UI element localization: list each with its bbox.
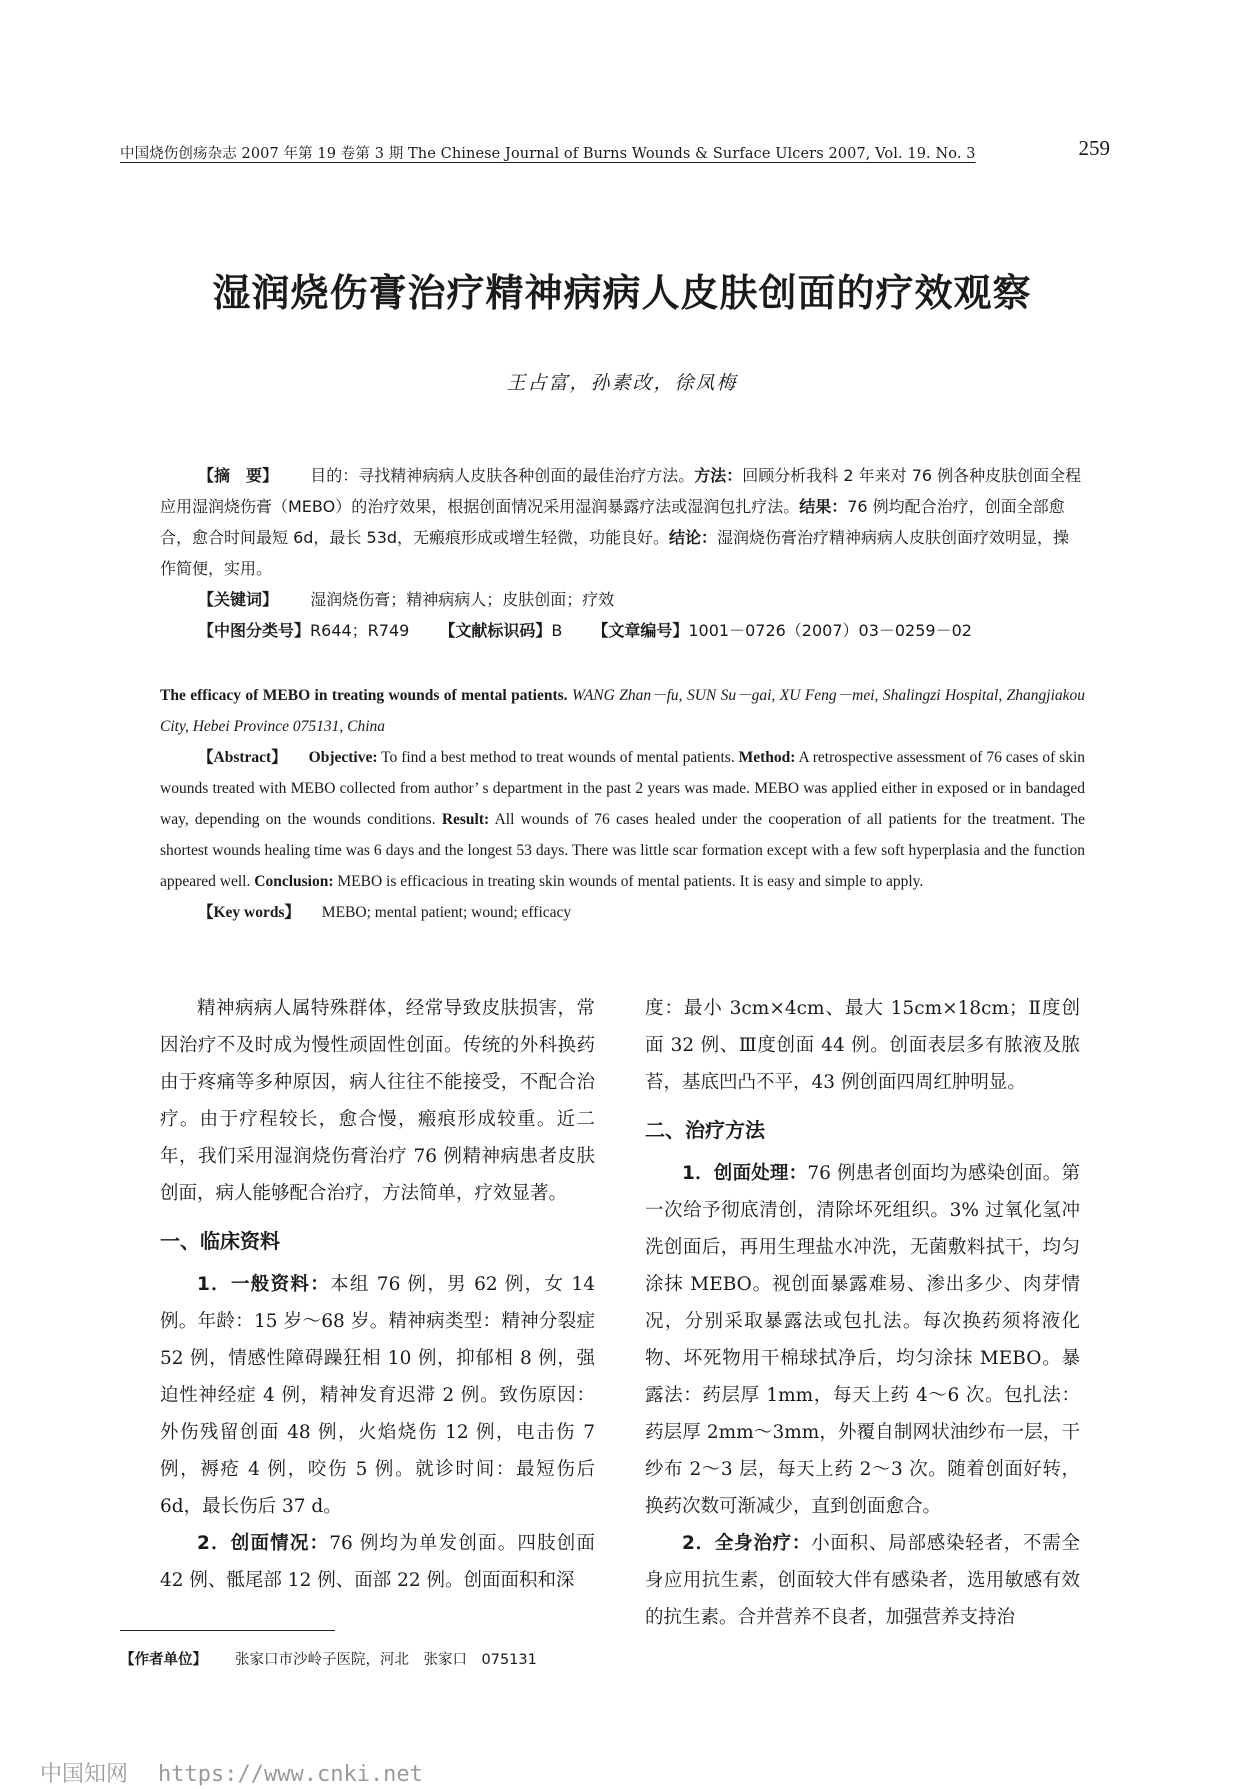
- cn-method-label: 方法：: [694, 466, 743, 485]
- wound-condition-continued: 度：最小 3cm×4cm、最大 15cm×18cm；Ⅱ度创面 32 例、Ⅲ度创面 44 例。创面表层多有脓液及脓苔，基底凹凸不平，43 例创面四周红肿明显。: [645, 998, 1080, 1093]
- en-title: The efficacy of MEBO in treating wounds of mental patients.: [160, 687, 568, 704]
- author-affiliation-footnote: [120, 1648, 537, 1669]
- clc-value: R644；R749: [310, 621, 410, 640]
- doc-code-value: B: [551, 621, 563, 640]
- systemic-treatment-text: 小面积、局部感染轻者，不需全身应用抗生素，创面较大伴有感染者，选用敏感有效的抗生素。合并营养不良者，加强营养支持治: [645, 1533, 1080, 1628]
- en-objective-label: Objective:: [308, 749, 378, 766]
- wound-care-text: 76 例患者创面均为感染创面。第一次给予彻底清创，清除坏死组织。3% 过氧化氢冲洗创面后，再用生理盐水冲洗，无菌敷料拭干，均匀涂抹 MEBO。视创面暴露难易、渗出多少、肉芽情况，分别采取暴露法或包扎法。每次换药须将液化物、坏死物用干棉球拭净后，均匀涂抹 MEBO。暴露法：药层厚 1mm，每天上药 4～6 次。包扎法：药层厚 2mm～3mm，外覆自制网状油纱布一层，干纱布 2～3 层，每天上药 2～3 次。随着创面好转，换药次数可渐减少，直到创面愈合。: [645, 1163, 1080, 1517]
- footnote-label: 【作者单位】: [120, 1652, 207, 1668]
- clc-label: 【中图分类号】: [198, 621, 311, 640]
- article-title: 湿润烧伤膏治疗精神病病人皮肤创面的疗效观察: [212, 271, 1032, 315]
- en-conclusion-label: Conclusion:: [254, 873, 334, 890]
- article-authors: 王占富，孙素改，徐凤梅: [506, 372, 738, 394]
- en-keywords: MEBO; mental patient; wound; efficacy: [321, 904, 572, 921]
- cn-objective-label: 目的：: [310, 466, 359, 485]
- en-keywords-label: 【Key words】: [198, 904, 301, 921]
- systemic-treatment-label: 2．全身治疗：: [682, 1533, 812, 1554]
- en-affiliation: Shalingzi Hospital, Zhangjiakou City, Hebei Province 075131, China: [160, 687, 1086, 735]
- cn-conclusion-label: 结论：: [669, 528, 718, 547]
- footnote-text: 张家口市沙岭子医院，河北 张家口 075131: [235, 1652, 537, 1668]
- wound-condition-label: 2．创面情况：: [197, 1533, 330, 1554]
- cn-keywords-label: 【关键词】: [198, 590, 279, 609]
- cn-classification-line: [160, 615, 1085, 646]
- cn-result-label: 结果：: [799, 497, 848, 516]
- body-left-column: [160, 990, 595, 1599]
- en-result-label: Result:: [441, 811, 490, 828]
- journal-citation: 中国烧伤创疡杂志 2007 年第 19 卷第 3 期 The Chinese Journal of Burns Wounds & Surface Ulcers 2007, Vol. 19. No. 3: [120, 146, 976, 162]
- general-data-paragraph: [160, 1266, 595, 1525]
- en-abstract-label: 【Abstract】: [198, 749, 287, 766]
- watermark-cn: 中国知网: [40, 1762, 129, 1787]
- wound-care-label: 1．创面处理：: [682, 1163, 808, 1184]
- en-conclusion: MEBO is efficacious in treating skin wounds of mental patients. It is easy and simple to apply.: [337, 873, 924, 890]
- cn-abstract-paragraph: [160, 460, 1085, 584]
- cn-method: 回顾分析我科 2 年来对 76 例各种皮肤创面全程应用湿润烧伤膏（MEBO）的治疗效果，根据创面情况采用湿润暴露疗法或湿润包扎疗法。: [160, 466, 1082, 516]
- cn-keywords-line: [160, 584, 1085, 615]
- wound-condition-paragraph: [160, 1525, 595, 1599]
- article-number-value: 1001－0726（2007）03－0259－02: [688, 621, 972, 640]
- cnki-watermark: [40, 1757, 423, 1788]
- en-objective: To find a best method to treat wounds of mental patients.: [381, 749, 735, 766]
- body-right-column: [645, 990, 1080, 1636]
- en-method: A retrospective assessment of 76 cases of skin wounds treated with MEBO collected from author’ s department in the past 2 years was made. MEBO was applied either in exposed or in bandaged way, depending on the wounds conditions.: [160, 749, 1086, 828]
- running-head: [120, 136, 1120, 166]
- cn-result: 76 例均配合治疗，创面全部愈合，愈合时间最短 6d，最长 53d，无瘢痕形成或增生轻微，功能良好。: [160, 497, 1065, 547]
- general-data-label: 1．一般资料：: [197, 1274, 331, 1295]
- intro-paragraph: 精神病病人属特殊群体，经常导致皮肤损害，常因治疗不及时成为慢性顽固性创面。传统的外科换药由于疼痛等多种原因，病人往往不能接受，不配合治疗。由于疗程较长，愈合慢，瘢痕形成较重。近二年，我们采用湿润烧伤膏治疗 76 例精神病患者皮肤创面，病人能够配合治疗，方法简单，疗效显著。: [160, 998, 595, 1204]
- general-data-text: 本组 76 例，男 62 例，女 14 例。年龄：15 岁～68 岁。精神病类型：精神分裂症 52 例，情感性障碍躁狂相 10 例，抑郁相 8 例，强迫性神经症 4 例，精神发育迟滞 2 例。致伤原因：外伤残留创面 48 例，火焰烧伤 12 例，电击伤 7 例，褥疮 4 例，咬伤 5 例。就诊时间：最短伤后 6d，最长伤后 37 d。: [160, 1274, 596, 1517]
- chinese-abstract: [160, 460, 1085, 646]
- en-abstract-paragraph: [160, 742, 1085, 897]
- doc-code-label: 【文献标识码】: [439, 621, 552, 640]
- en-result: All wounds of 76 cases healed under the cooperation of all patients for the treatment. The shortest wounds healing time was 6 days and the longest 53 days. There was little scar formation except with a few soft hyperplasia and the function appeared well.: [160, 811, 1086, 890]
- watermark-url: https://www.cnki.net: [158, 1762, 423, 1787]
- section-heading-clinical-data: 一、临床资料: [160, 1229, 280, 1253]
- cn-objective: 寻找精神病病人皮肤各种创面的最佳治疗方法。: [358, 466, 695, 485]
- en-keywords-line: [160, 897, 1085, 928]
- en-method-label: Method:: [738, 749, 796, 766]
- en-authors: WANG Zhan－fu, SUN Su－gai, XU Feng－mei,: [571, 687, 879, 704]
- page-number: 259: [1078, 136, 1110, 160]
- cn-keywords: 湿润烧伤膏；精神病病人；皮肤创面；疗效: [310, 590, 615, 609]
- article-number-label: 【文章编号】: [592, 621, 689, 640]
- cn-abstract-label: 【摘 要】: [198, 466, 279, 485]
- systemic-treatment-paragraph: [645, 1525, 1080, 1636]
- wound-condition-text: 76 例均为单发创面。四肢创面 42 例、骶尾部 12 例、面部 22 例。创面面积和深: [160, 1533, 595, 1591]
- section-heading-treatment: 二、治疗方法: [645, 1118, 765, 1142]
- cn-conclusion: 湿润烧伤膏治疗精神病病人皮肤创面疗效明显，操作简便，实用。: [160, 528, 1070, 578]
- english-abstract: [160, 680, 1085, 928]
- en-title-line: [160, 680, 1085, 742]
- wound-care-paragraph: [645, 1155, 1080, 1525]
- footnote-divider: [120, 1630, 335, 1631]
